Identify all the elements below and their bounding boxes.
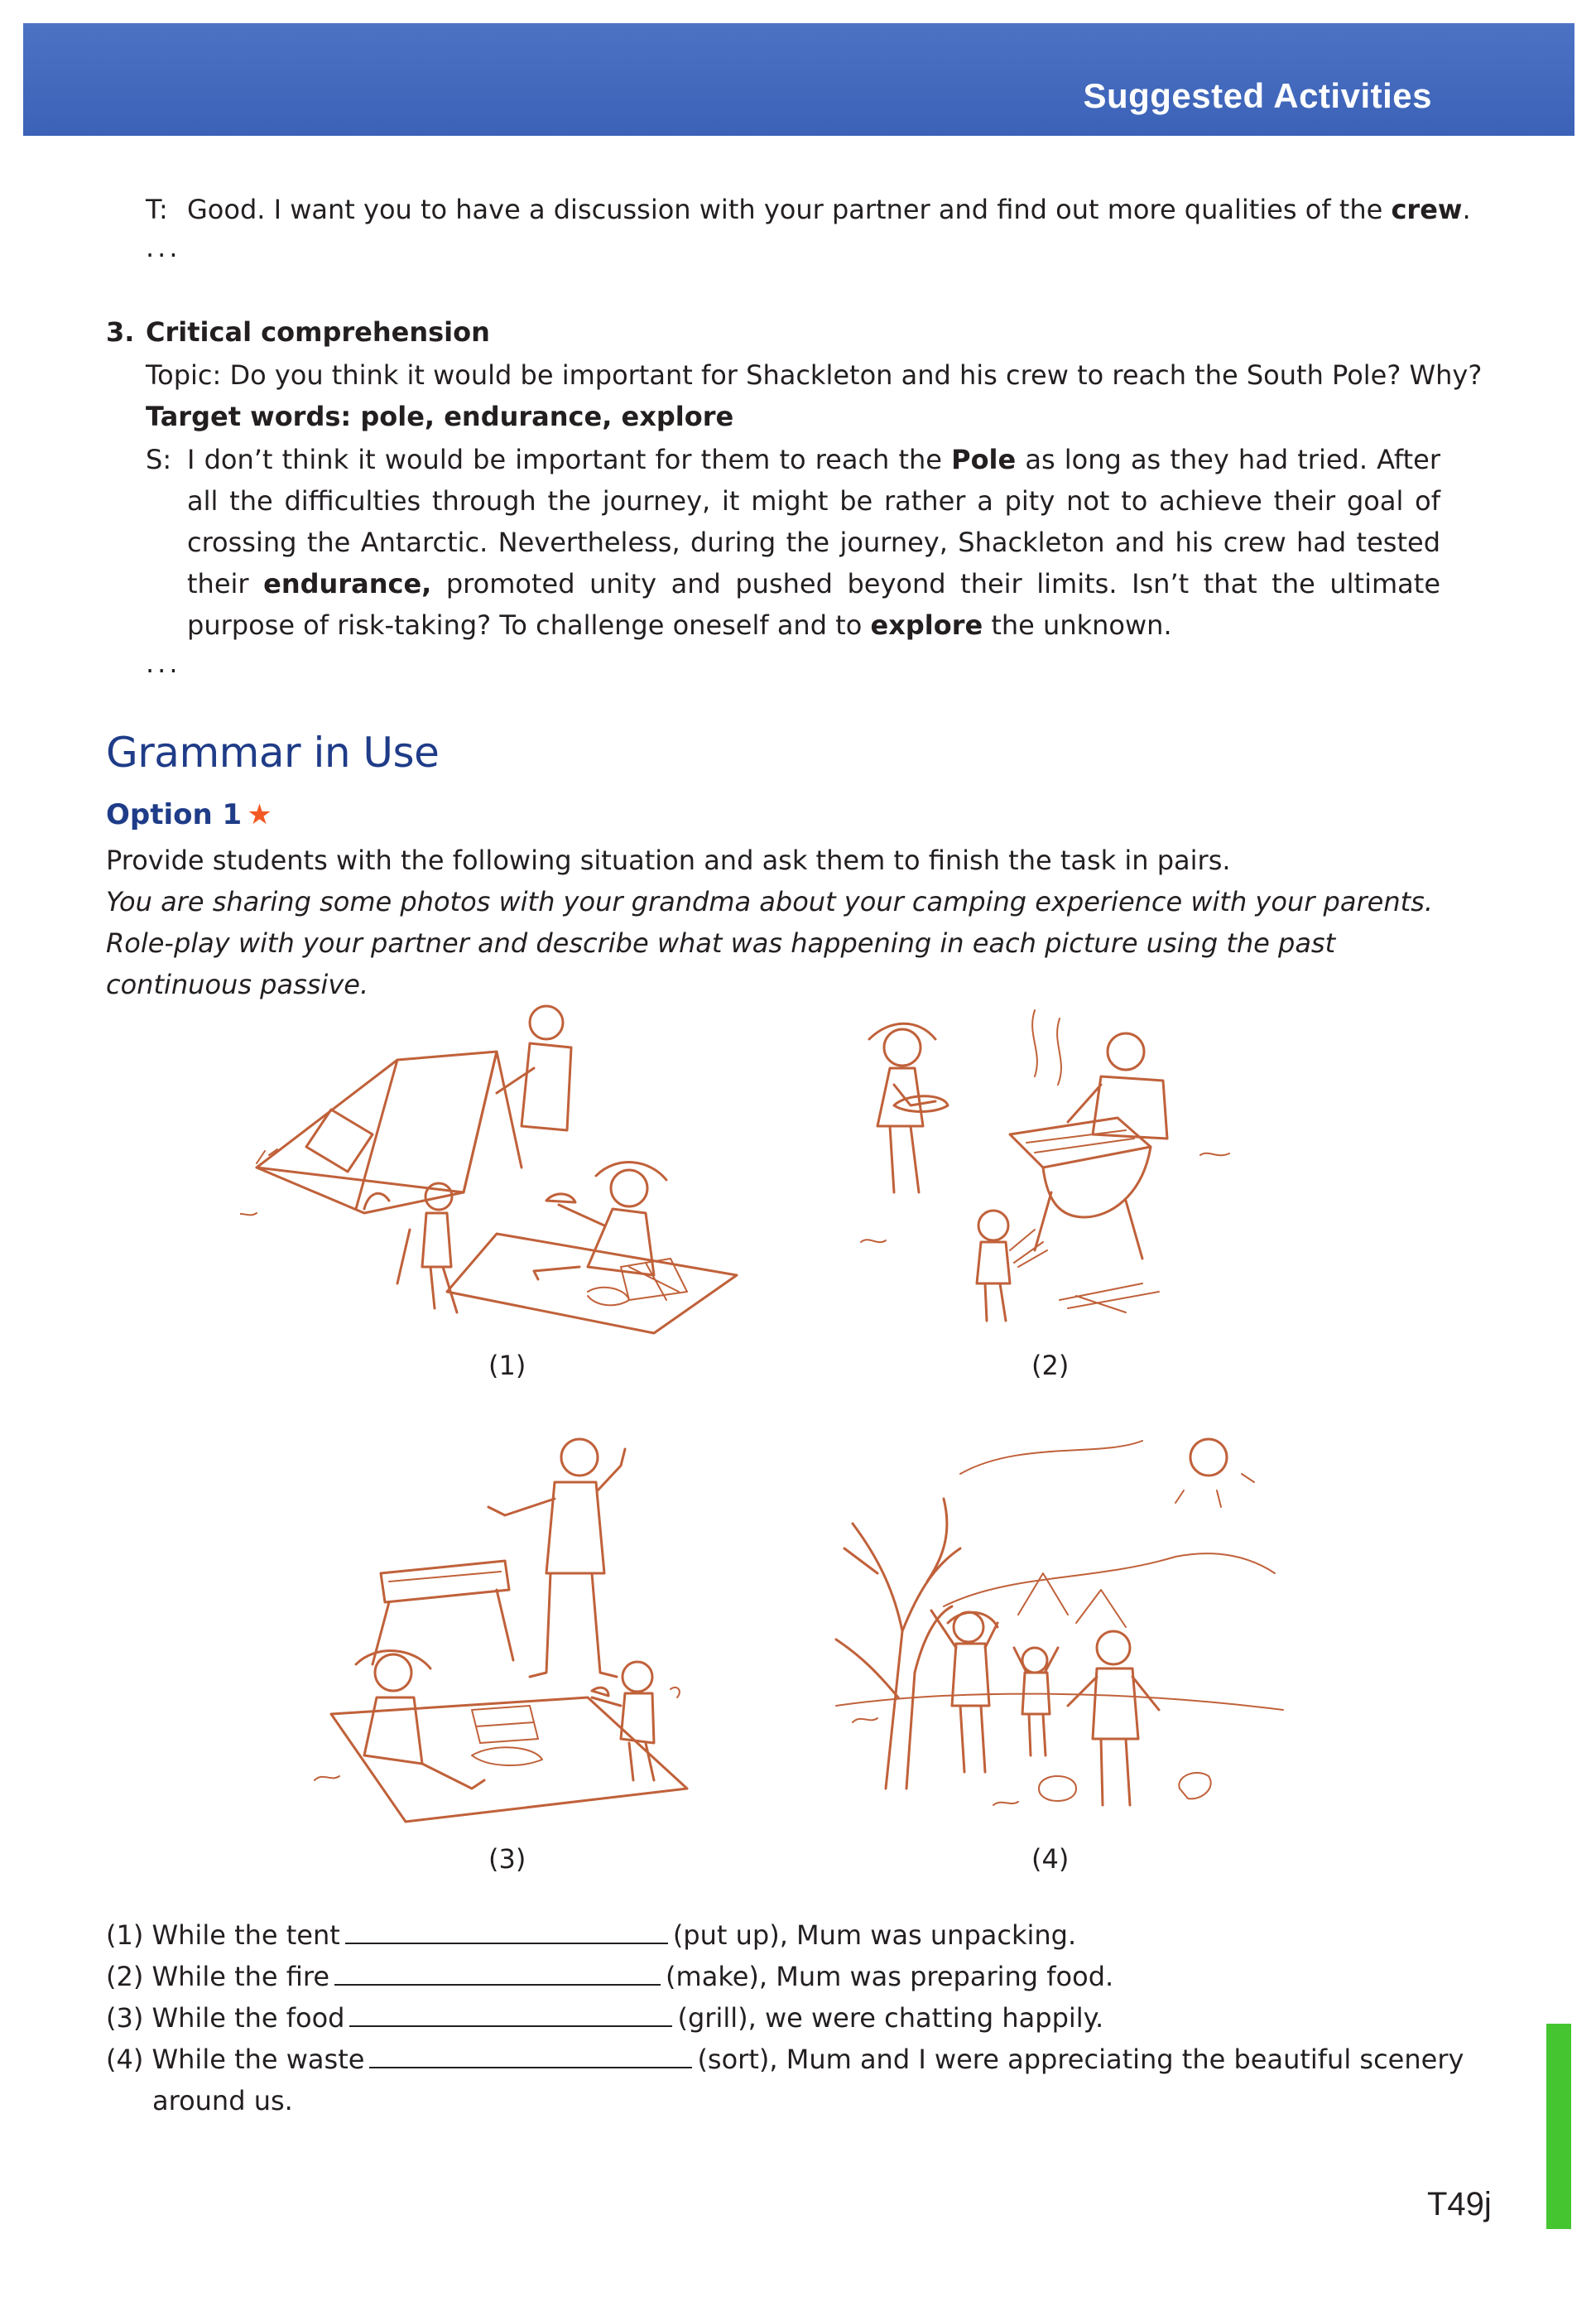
student-bold-1: Pole: [951, 444, 1017, 475]
exercise-2-number: (2): [106, 1961, 144, 1992]
situation: You are sharing some photos with your grandma about your camping experience with your parents. Role-play with your partner and describe what was happening in each picture using the past continuous passive.: [106, 886, 1433, 1000]
exercise-2-start: While the fire: [151, 1961, 330, 1992]
exercise-2-blank[interactable]: [334, 1956, 661, 1986]
section-title: Critical comprehension: [146, 316, 490, 348]
exercise-4-continuation: around us.: [152, 2085, 293, 2116]
header-title: Suggested Activities: [1083, 76, 1432, 115]
teacher-line: [187, 189, 1478, 230]
exercise-1-start: While the tent: [151, 1919, 340, 1951]
option-heading: [106, 798, 272, 831]
target-words: Target words: pole, endurance, explore: [146, 401, 734, 432]
caption-1: (1): [488, 1350, 526, 1381]
exercise-3-end: (grill), we were chatting happily.: [677, 2002, 1104, 2034]
illustration-scenery: [828, 1424, 1291, 1822]
student-text-1: I don’t think it would be important for them to reach the: [187, 444, 952, 475]
exercise-1: [106, 1914, 1076, 1956]
exercise-4: [106, 2039, 1464, 2080]
exercise-2-end: (make), Mum was preparing food.: [666, 1961, 1114, 1992]
student-text-4: the unknown.: [983, 609, 1172, 641]
student-bold-2: endurance,: [263, 568, 432, 599]
exercise-4-number: (4): [106, 2044, 144, 2075]
star-icon: ★: [247, 798, 272, 831]
exercise-1-end: (put up), Mum was unpacking.: [672, 1919, 1077, 1951]
exercise-4-start: While the waste: [151, 2044, 365, 2075]
teacher-end: .: [1462, 194, 1471, 225]
teacher-prefix: T:: [146, 194, 168, 225]
option-label: Option 1: [106, 798, 243, 831]
teacher-text: Good. I want you to have a discussion with your partner and find out more qualities of the: [187, 194, 1392, 225]
page-number: T49j: [1427, 2186, 1492, 2222]
exercise-3-blank[interactable]: [349, 1997, 672, 2027]
illustration-picnic: [306, 1424, 737, 1838]
student-response: [187, 439, 1440, 646]
exercise-1-number: (1): [106, 1919, 144, 1951]
section-number: 3.: [106, 316, 135, 348]
topic-line: Topic: Do you think it would be important for Shackleton and his crew to reach the South Pole? Why?: [146, 359, 1483, 391]
exercise-3: [106, 1997, 1103, 2039]
caption-4: (4): [1031, 1843, 1070, 1875]
illustration-barbecue: [844, 1002, 1291, 1333]
ellipsis-1: ...: [146, 232, 181, 263]
student-text-3: promoted unity and pushed beyond their limits. Isn’t that the ultimate purpose of risk-taking? To challenge oneself and to: [187, 568, 1441, 641]
teacher-bold-word: crew: [1391, 194, 1463, 225]
exercise-4-blank[interactable]: [369, 2039, 692, 2068]
student-text-2: as long as they had tried. After all the difficulties through the journey, it might be rather a pity not to achieve their goal of crossing the Antarctic. Nevertheless, during the journey, Shackleton and his crew had tested their: [187, 444, 1441, 599]
caption-2: (2): [1031, 1350, 1070, 1381]
illustration-tent: [240, 1002, 770, 1350]
exercise-1-blank[interactable]: [345, 1914, 668, 1944]
grammar-title: Grammar in Use: [106, 729, 440, 777]
ellipsis-2: ...: [146, 648, 181, 679]
exercise-2: [106, 1956, 1113, 1997]
instruction: Provide students with the following situation and ask them to finish the task in pairs.: [106, 845, 1231, 876]
student-bold-3: explore: [870, 609, 983, 641]
side-tab-marker: [1546, 2024, 1571, 2229]
exercise-3-start: While the food: [151, 2002, 345, 2034]
student-prefix: S:: [146, 444, 172, 475]
caption-3: (3): [488, 1843, 526, 1875]
exercise-3-number: (3): [106, 2002, 144, 2034]
exercise-4-end: (sort), Mum and I were appreciating the beautiful scenery: [697, 2044, 1464, 2075]
